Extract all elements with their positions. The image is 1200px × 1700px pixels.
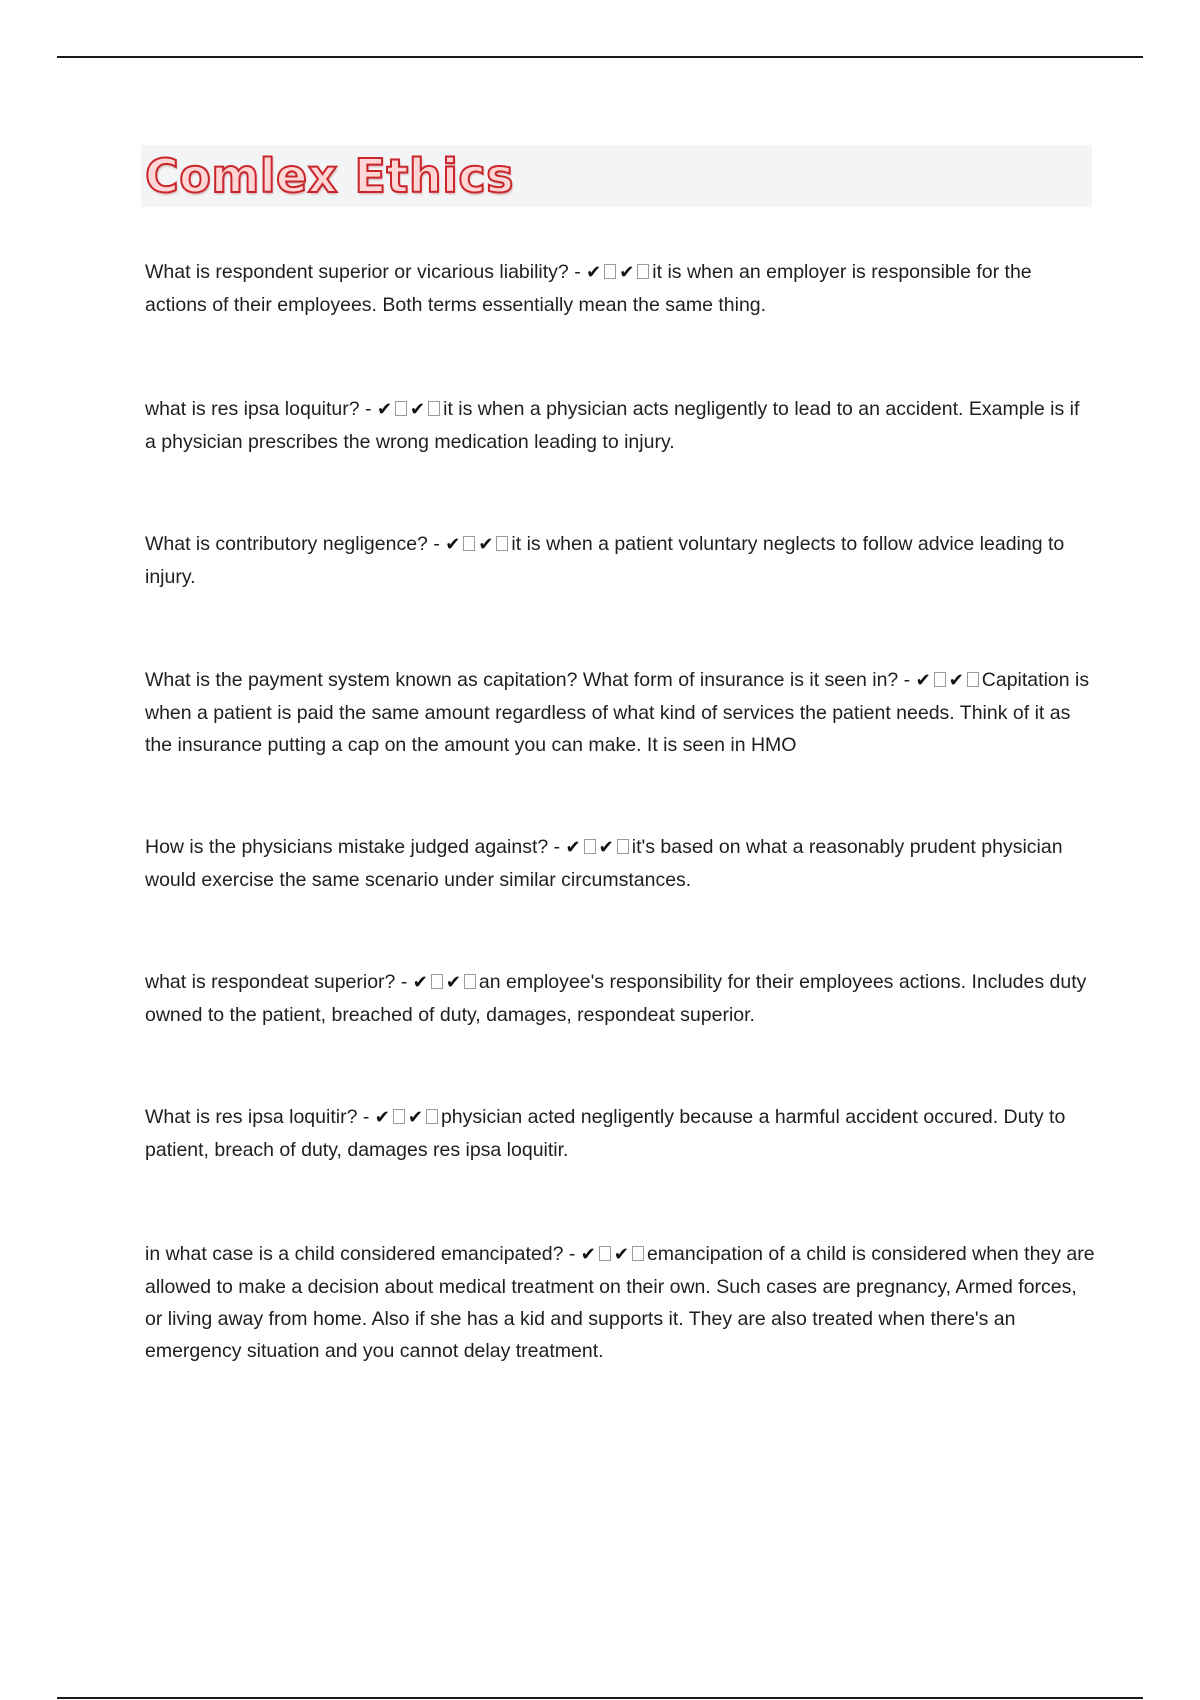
qa-item [145, 1238, 1095, 1367]
check-icon: ✔ [598, 837, 614, 858]
header-rule [57, 56, 1143, 58]
question-text: What is respondent superior or vicarious liability? - [145, 261, 587, 283]
check-icon: ✔ [613, 1244, 629, 1265]
qa-item [145, 1101, 1095, 1166]
missing-glyph-icon [599, 1246, 611, 1261]
missing-glyph-icon [393, 1109, 405, 1124]
check-icon: ✔ [410, 399, 426, 420]
qa-item [145, 256, 1095, 321]
missing-glyph-icon [431, 974, 443, 989]
footer-rule [57, 1697, 1143, 1699]
missing-glyph-icon [584, 839, 596, 854]
question-text: What is the payment system known as capitation? What form of insurance is it seen in? - [145, 669, 916, 691]
answer-text: an employee's responsibility for their employees actions. Includes duty owned to the patient, breached of duty, damages, respondeat superior. [145, 971, 1087, 1026]
answer-text: emancipation of a child is considered when they are allowed to make a decision about medical treatment on their own. Such cases are pregnancy, Armed forces, or living away from home. Also if she has a kid and supports it. They are also treated when there's an emergency situation and you cannot delay treatment. [145, 1243, 1095, 1362]
missing-glyph-icon [464, 974, 476, 989]
question-text: what is res ipsa loquitur? - [145, 398, 377, 420]
missing-glyph-icon [967, 672, 979, 687]
question-text: What is res ipsa loquitir? - [145, 1106, 375, 1128]
answer-text: it is when a patient voluntary neglects to follow advice leading to injury. [145, 533, 1065, 588]
check-icon: ✔ [445, 534, 461, 555]
question-text: what is respondeat superior? - [145, 971, 413, 993]
qa-item [145, 393, 1095, 458]
answer-text: it's based on what a reasonably prudent physician would exercise the same scenario under similar circumstances. [145, 836, 1063, 891]
check-icon: ✔ [478, 534, 494, 555]
answer-text: it is when a physician acts negligently to lead to an accident. Example is if a physician prescribes the wrong medication leading to injury. [145, 398, 1080, 453]
qa-item [145, 664, 1095, 761]
missing-glyph-icon [428, 401, 440, 416]
answer-text: Capitation is when a patient is paid the same amount regardless of what kind of services the patient needs. Think of it as the insurance putting a cap on the amount you can make. It is seen in HMO [145, 669, 1090, 756]
qa-item [145, 831, 1095, 896]
qa-item [145, 528, 1095, 593]
missing-glyph-icon [934, 672, 946, 687]
check-icon: ✔ [580, 1244, 596, 1265]
check-icon: ✔ [412, 972, 428, 993]
check-icon: ✔ [376, 399, 393, 420]
missing-glyph-icon [637, 264, 649, 279]
question-text: What is contributory negligence? - [145, 533, 446, 555]
check-icon: ✔ [407, 1107, 423, 1128]
question-text: in what case is a child considered emancipated? - [145, 1243, 581, 1265]
check-icon: ✔ [565, 837, 581, 858]
question-text: How is the physicians mistake judged against? - [145, 836, 566, 858]
missing-glyph-icon [604, 264, 616, 279]
check-icon: ✔ [445, 972, 461, 993]
check-icon: ✔ [586, 262, 602, 283]
check-icon: ✔ [915, 670, 931, 691]
missing-glyph-icon [463, 536, 475, 551]
document-title: Comlex Ethics [145, 149, 515, 203]
qa-item [145, 966, 1095, 1031]
missing-glyph-icon [617, 839, 629, 854]
check-icon: ✔ [948, 670, 964, 691]
check-icon: ✔ [619, 262, 635, 283]
answer-text: physician acted negligently because a harmful accident occured. Duty to patient, breach of duty, damages res ipsa loquitir. [145, 1106, 1066, 1161]
check-icon: ✔ [374, 1107, 390, 1128]
answer-text: it is when an employer is responsible for the actions of their employees. Both terms essentially mean the same thing. [145, 261, 1032, 316]
missing-glyph-icon [632, 1246, 644, 1261]
missing-glyph-icon [496, 536, 508, 551]
missing-glyph-icon [395, 401, 407, 416]
missing-glyph-icon [426, 1109, 438, 1124]
